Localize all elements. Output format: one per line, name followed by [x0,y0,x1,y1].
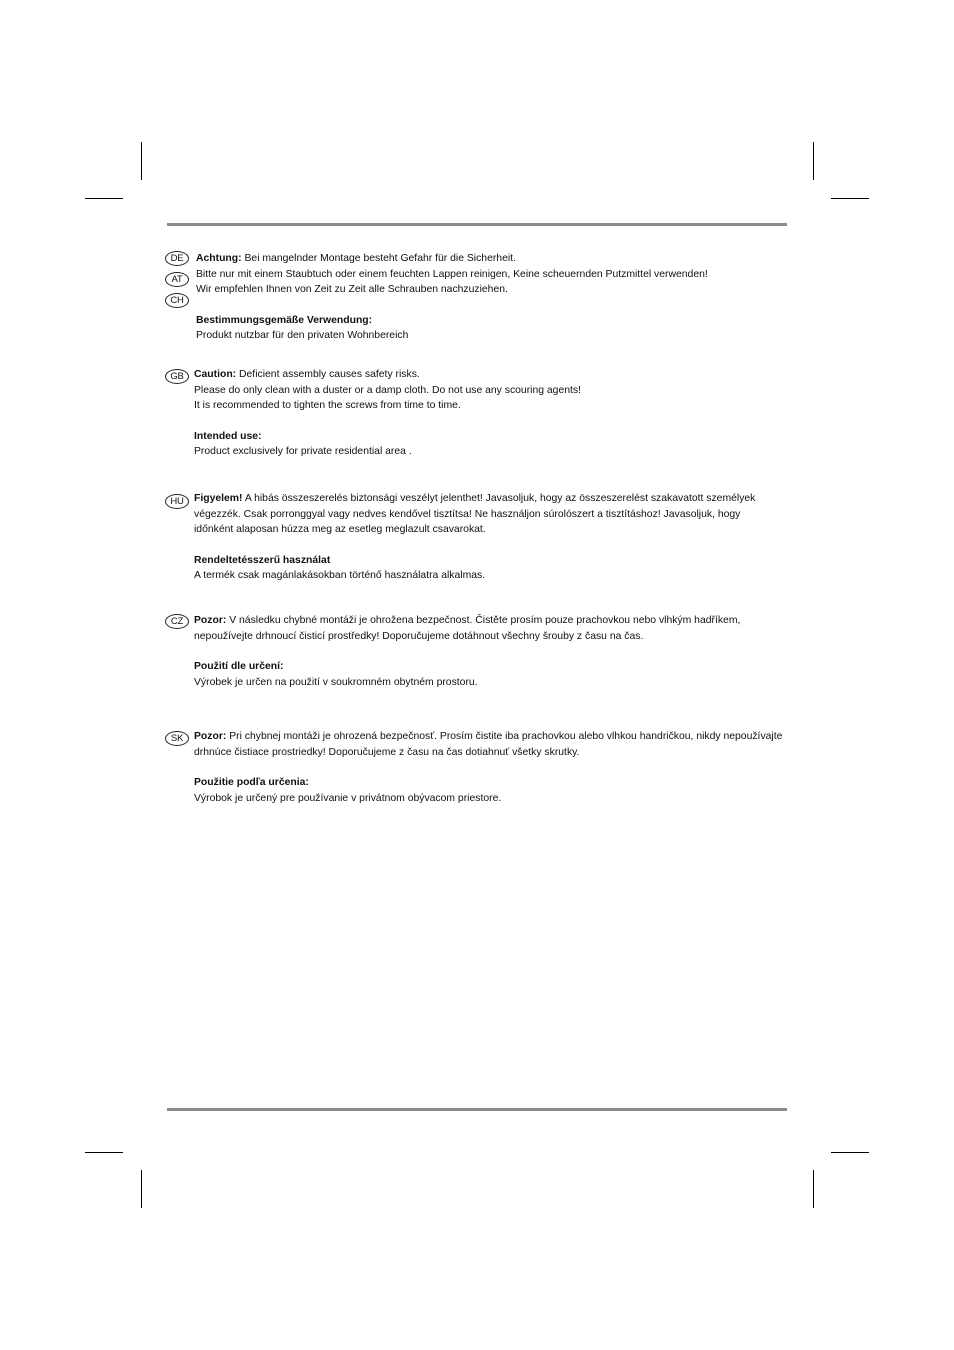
warning-label: Pozor: [194,731,227,742]
intended-use-text: A termék csak magánlakásokban történő használatra alkalmas. [194,570,486,581]
country-badges [165,251,191,314]
crop-mark-top-right-horizontal [831,198,869,199]
warning-line: drhnúce čistiace prostriedky! Doporučujeme z času na čas dotiahnuť všetky skrutky. [194,746,580,758]
warning-line [194,613,799,629]
crop-mark-bottom-left-horizontal [85,1152,123,1153]
crop-mark-top-left-vertical [141,142,142,180]
intended-use-heading: Použitie podľa určenia: [194,777,309,788]
warning-line [194,367,799,383]
warning-line: Bitte nur mit einem Staubtuch oder einem feuchten Lappen reinigen, Keine scheuernden Putzmittel verwenden! [196,268,708,280]
warning-line: It is recommended to tighten the screws from time to time. [194,400,461,411]
section-content [194,491,799,584]
country-badges [165,614,191,635]
warning-label: Achtung: [196,253,242,264]
section-content [194,729,799,806]
warning-line: Please do only clean with a duster or a damp cloth. Do not use any scouring agents! [194,384,581,396]
warning-text: V následku chybné montáži je ohrožena bezpečnost. Čistěte prosím pouze prachovkou nebo vlhkým hadříkem, [226,615,741,626]
intended-use-heading: Intended use: [194,430,262,442]
warning-text: Pri chybnej montáži je ohrozená bezpečnosť. Prosím čistite iba prachovkou alebo vlhkou handričkou, nikdy nepoužívajte [226,731,783,742]
intended-use-text: Produkt nutzbar für den privaten Wohnbereich [196,330,409,341]
crop-mark-top-right-vertical [813,142,814,180]
country-badge-at: AT [165,272,189,287]
bottom-rule [167,1108,787,1111]
country-badges [165,494,191,515]
country-badge-sk: SK [165,731,189,746]
crop-mark-bottom-right-vertical [813,1170,814,1208]
warning-line: nepoužívejte drhnoucí čisticí prostředky! Doporučujeme dotáhnout všechny šrouby z času na čas. [194,630,644,642]
crop-mark-bottom-right-horizontal [831,1152,869,1153]
warning-text: A hibás összeszerelés biztonsági veszélyt jelenthet! Javasoljuk, hogy az összeszerelést szakavatott személyek [242,493,756,504]
warning-text: Bei mangelnder Montage besteht Gefahr für die Sicherheit. [241,253,516,264]
country-badge-hu: HU [165,494,189,509]
warning-line: Wir empfehlen Ihnen von Zeit zu Zeit alle Schrauben nachzuziehen. [196,284,508,295]
crop-mark-bottom-left-vertical [141,1170,142,1208]
warning-label: Caution: [194,369,237,380]
warning-line: végezzék. Csak porronggyal vagy nedves kendővel tisztítsa! Ne használjon súrolószert a tisztításhoz! Javasoljuk, hogy [194,508,741,520]
country-badge-cz: CZ [165,614,189,629]
section-content [194,613,799,690]
warning-text: Deficient assembly causes safety risks. [236,369,420,380]
section-content [194,367,799,460]
warning-line [194,729,799,745]
country-badge-de: DE [165,251,189,266]
warning-line [196,251,801,267]
warning-label: Figyelem! [194,493,243,504]
intended-use-heading: Rendeltetésszerű használat [194,554,331,566]
intended-use-heading: Bestimmungsgemäße Verwendung: [196,314,373,326]
top-rule [167,223,787,226]
country-badge-ch: CH [165,293,189,308]
intended-use-text: Výrobok je určený pre používanie v privátnom obývacom priestore. [194,792,502,804]
intended-use-text: Product exclusively for private residential area . [194,446,412,457]
warning-line: időnként alaposan húzza meg az esetleg meglazult csavarokat. [194,524,486,535]
country-badge-gb: GB [165,369,189,384]
country-badges [165,369,191,390]
intended-use-heading: Použití dle určení: [194,661,284,672]
warning-label: Pozor: [194,615,227,626]
crop-mark-top-left-horizontal [85,198,123,199]
intended-use-text: Výrobek je určen na použití v soukromném obytném prostoru. [194,676,478,688]
country-badges [165,731,191,752]
section-content [196,251,801,344]
warning-line [194,491,799,507]
